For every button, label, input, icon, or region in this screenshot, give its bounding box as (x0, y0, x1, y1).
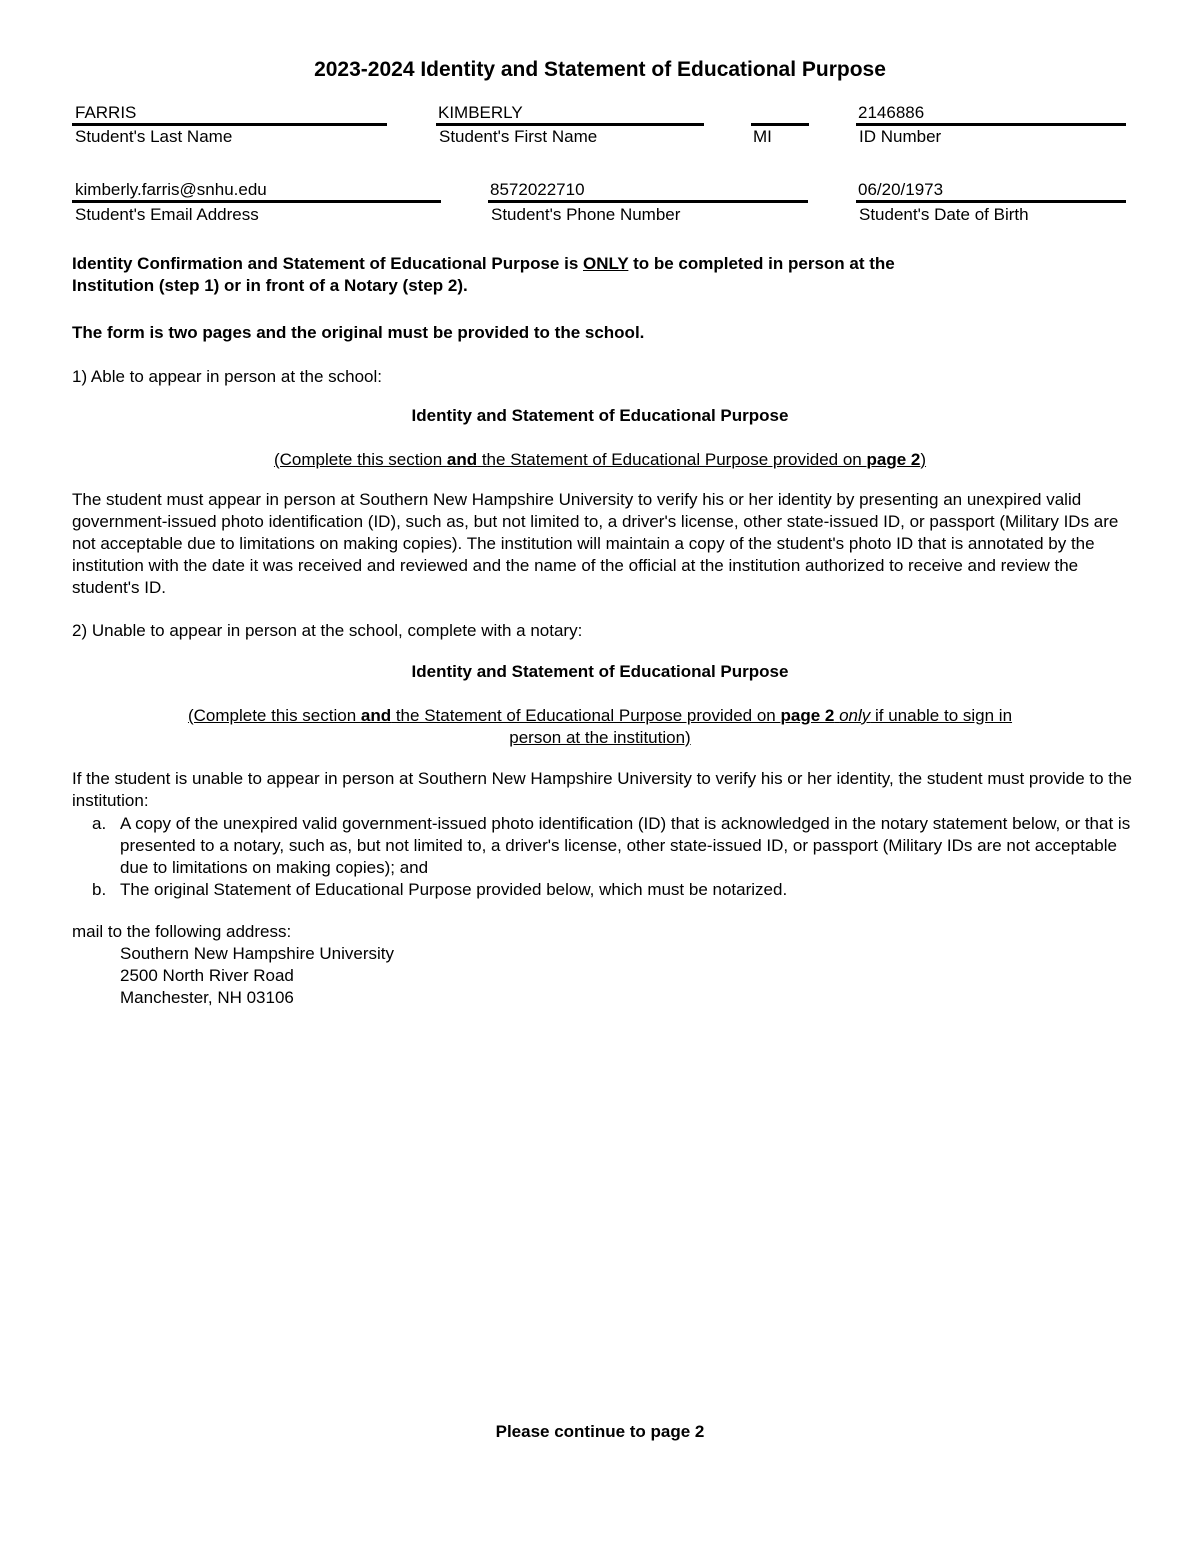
email-line (72, 200, 441, 203)
notice-part1: Identity Confirmation and Statement of Educational Purpose is (72, 254, 583, 273)
option2-sub-line2: person at the institution) (509, 728, 691, 747)
option1-intro: 1) Able to appear in person at the school: (72, 367, 382, 386)
continue-note: Please continue to page 2 (495, 1422, 705, 1441)
address-line: 2500 North River Road (120, 966, 294, 985)
option1-sub-a: (Complete this section (273, 450, 447, 469)
dob-value: 06/20/1973 (858, 180, 944, 199)
id-number-value: 2146886 (858, 103, 925, 122)
mail-intro: mail to the following address: (72, 922, 292, 941)
first-name-line (436, 123, 704, 126)
id-number-label: ID Number (859, 127, 942, 146)
option2-sub-underline (188, 706, 1012, 747)
option1-sub-page: page 2 (866, 450, 921, 469)
option2-intro: 2) Unable to appear in person at the school, complete with a notary: (72, 621, 583, 640)
last-name-line (72, 123, 387, 126)
list-item (72, 813, 1132, 879)
email-label: Student's Email Address (75, 205, 259, 224)
option2-sub-only: only (839, 706, 871, 725)
list-marker: b. (92, 880, 107, 899)
option1-sub-underline (274, 450, 926, 469)
option2-sub-page: page 2 (780, 706, 835, 725)
notice-only: ONLY (583, 254, 629, 273)
list-item (72, 879, 1132, 901)
identity-notice (72, 253, 1132, 297)
email-value: kimberly.farris@snhu.edu (75, 180, 267, 199)
option2-body: If the student is unable to appear in person at Southern New Hampshire University to verify his or her identity, the student must provide to the institution: (72, 769, 1132, 810)
phone-line (488, 200, 808, 203)
first-name-value: KIMBERLY (438, 103, 523, 122)
option2-heading: Identity and Statement of Educational Purpose (411, 662, 789, 681)
option2-sub-b: the Statement of Educational Purpose provided on (391, 706, 781, 725)
mi-line (751, 123, 809, 126)
page-title: 2023-2024 Identity and Statement of Educational Purpose (314, 58, 886, 81)
option1-sub-c: ) (920, 450, 927, 469)
option1-sub-and: and (446, 450, 478, 469)
phone-value: 8572022710 (490, 180, 585, 199)
list-item-text: The original Statement of Educational Purpose provided below, which must be notarized. (120, 880, 788, 899)
first-name-label: Student's First Name (439, 127, 598, 146)
option2-requirements-list (72, 813, 1132, 901)
dob-label: Student's Date of Birth (859, 205, 1029, 224)
notice-part2: to be completed in person at the (628, 254, 895, 273)
two-pages-note: The form is two pages and the original must be provided to the school. (72, 323, 645, 342)
mailing-address (120, 943, 394, 1009)
option2-subheading (150, 705, 1050, 749)
address-line: Southern New Hampshire University (120, 944, 394, 963)
dob-line (856, 200, 1126, 203)
list-marker: a. (92, 814, 107, 833)
option2-sub-a: (Complete this section (187, 706, 361, 725)
id-number-line (856, 123, 1126, 126)
option2-sub-c: if unable to sign in (870, 706, 1013, 725)
option1-sub-b: the Statement of Educational Purpose provided on (477, 450, 867, 469)
list-item-text: A copy of the unexpired valid government-issued photo identification (ID) that is acknowledged in the notary statement below, or that is presented to a notary, such as, but not limited to, a driver's license, other state-issued ID, or passport (Military IDs are not acceptable due to limitations on making copies); and (120, 814, 1131, 877)
last-name-label: Student's Last Name (75, 127, 233, 146)
option1-body: The student must appear in person at Southern New Hampshire University to verify his or her identity by presenting an unexpired valid government-issued photo identification (ID), such as, but not limited to, a driver's license, other state-issued ID, or passport (Military IDs are not acceptable due to limitations on making copies). The institution will maintain a copy of the student's photo ID that is annotated by the institution with the date it was received and reviewed and the name of the official at the institution authorized to receive and review the student's ID. (72, 490, 1119, 597)
option1-heading: Identity and Statement of Educational Purpose (411, 406, 789, 425)
address-line: Manchester, NH 03106 (120, 988, 294, 1007)
mi-label: MI (753, 127, 772, 146)
last-name-value: FARRIS (75, 103, 137, 122)
notice-line2: Institution (step 1) or in front of a Notary (step 2). (72, 276, 468, 295)
option1-subheading (0, 449, 1200, 471)
phone-label: Student's Phone Number (491, 205, 681, 224)
option2-sub-and: and (360, 706, 392, 725)
